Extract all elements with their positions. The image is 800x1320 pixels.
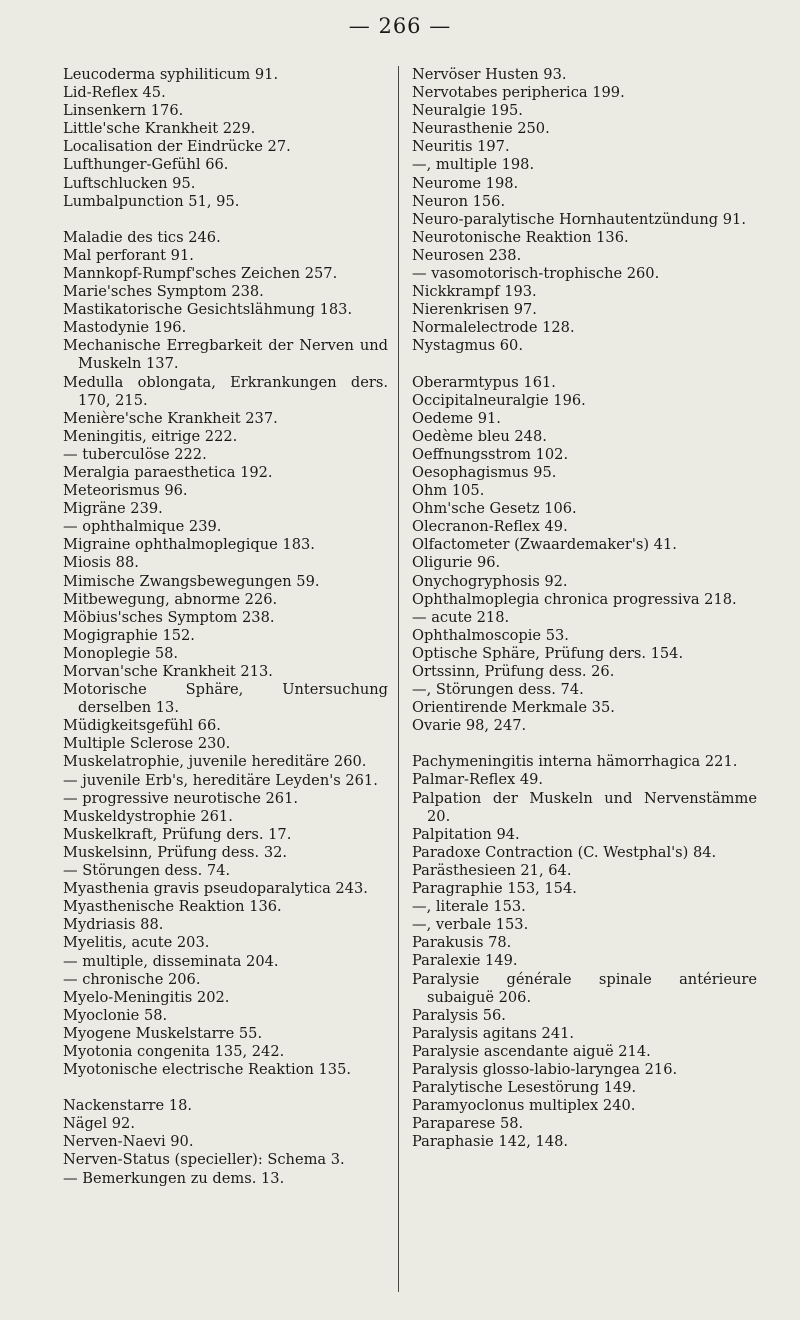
index-entry: Paraparese 58. [412,1115,524,1133]
section-gap [63,1079,388,1097]
index-entry: Mimische Zwangsbewegungen 59. [63,572,320,590]
index-entry: Paralysie ascendante aiguë 214. [412,1042,651,1060]
index-entry: Muskelkraft, Prüfung ders. 17. [63,825,292,843]
index-entry: Oedème bleu 248. [412,427,547,445]
index-entry: Palpitation 94. [412,825,520,843]
index-entry: Menière'sche Krankheit 237. [63,409,278,427]
index-entry: Paralysis 56. [412,1006,506,1024]
index-entry: Pachymeningitis interna hämorrhagica 221. [412,753,738,771]
index-entry: Marie'sches Symptom 238. [63,283,264,301]
index-entry: Luftschlucken 95. [63,174,196,192]
index-entry: Maladie des tics 246. [63,228,221,246]
index-entry: Migräne 239. [63,500,163,518]
index-entry: Leucoderma syphiliticum 91. [63,66,279,83]
index-entry: Lufthunger-Gefühl 66. [63,156,229,174]
index-entry: Ophthalmoplegia chronica progressiva 218. [412,590,737,608]
index-entry: Möbius'sches Symptom 238. [63,608,275,626]
index-entry: Palpation der Muskeln und Nervenstämme 20. [412,789,757,825]
index-entry: Muskelatrophie, juvenile hereditäre 260. [63,753,367,771]
index-entry: Myotonia congenita 135, 242. [63,1042,285,1060]
index-entry: Nervotabes peripherica 199. [412,84,625,102]
index-entry: Nerven-Status (specieller): Schema 3. [63,1151,345,1169]
index-entry: Paralysis agitans 241. [412,1024,575,1042]
index-entry: Neurotonische Reaktion 136. [412,228,629,246]
index-entry: — ophthalmique 239. [63,518,222,536]
index-entry: Myelitis, acute 203. [63,934,210,952]
index-entry: Parakusis 78. [412,934,512,952]
index-entry: Mannkopf-Rumpf'sches Zeichen 257. [63,264,338,282]
index-entry: Parästhesieen 21, 64. [412,861,572,879]
index-entry: Ophthalmoscopie 53. [412,626,569,644]
index-entry: — Bemerkungen zu dems. 13. [63,1169,285,1187]
index-entry: Meralgia paraesthetica 192. [63,463,273,481]
index-entry: Lumbalpunction 51, 95. [63,192,240,210]
index-entry: Meteorismus 96. [63,482,188,500]
index-entry: Mastikatorische Gesichtslähmung 183. [63,301,353,319]
section-gap [412,356,757,374]
section-gap [412,735,757,753]
index-entry: Oesophagismus 95. [412,463,557,481]
index-entry: Motorische Sphäre, Untersuchung derselben 13. [63,681,388,717]
index-entry: — tuberculöse 222. [63,445,207,463]
index-entry: Neurosen 238. [412,246,522,264]
index-entry: Localisation der Eindrücke 27. [63,138,291,156]
index-entry: — juvenile Erb's, hereditäre Leyden's 261. [63,771,378,789]
index-entry: Nystagmus 60. [412,337,523,355]
index-entry: Paralytische Lesestörung 149. [412,1079,637,1097]
index-entry: Nerven-Naevi 90. [63,1133,194,1151]
index-entry: Nervöser Husten 93. [412,66,567,83]
index-entry: Ortssinn, Prüfung dess. 26. [412,663,615,680]
index-entry: Neuralgie 195. [412,102,523,120]
index-entry: Mitbewegung, abnorme 226. [63,590,278,608]
index-entry: Paralysis glosso-labio-laryngea 216. [412,1060,678,1078]
index-entry: Onychogryphosis 92. [412,572,568,590]
index-entry: Medulla oblongata, Erkrankungen ders. 170, 215. [63,373,388,409]
index-entry: Myogene Muskelstarre 55. [63,1024,263,1042]
right-column [412,66,757,1151]
index-entry: —, verbale 153. [412,916,529,934]
index-entry: Paradoxe Contraction (C. Westphal's) 84. [412,843,717,861]
index-entry: —, multiple 198. [412,156,535,174]
index-entry: Morvan'sche Krankheit 213. [63,663,273,680]
index-entry: Paralysie générale spinale antérieure subaiguë 206. [412,970,757,1006]
index-entry: Neuritis 197. [412,138,510,156]
index-entry: Myelo-Meningitis 202. [63,988,230,1006]
index-entry: Paramyoclonus multiplex 240. [412,1097,636,1115]
index-entry: — chronische 206. [63,970,201,988]
index-entry: Oedeme 91. [412,409,501,427]
section-gap [63,211,388,229]
index-entry: Myasthenische Reaktion 136. [63,898,282,916]
index-entry: Muskeldystrophie 261. [63,807,233,825]
index-entry: —, literale 153. [412,898,526,916]
index-entry: Occipitalneuralgie 196. [412,391,586,409]
index-entry: Multiple Sclerose 230. [63,735,231,753]
index-entry: Müdigkeitsgefühl 66. [63,717,221,735]
index-entry: Oeffnungsstrom 102. [412,445,569,463]
index-entry: Nierenkrisen 97. [412,301,537,319]
index-entry: Olfactometer (Zwaardemaker's) 41. [412,536,677,554]
index-entry: Ohm 105. [412,482,485,500]
index-entry: Nickkrampf 193. [412,283,537,301]
index-entry: Paragraphie 153, 154. [412,880,577,898]
index-entry: Miosis 88. [63,554,139,572]
index-entry: Linsenkern 176. [63,102,184,120]
index-entry: — acute 218. [412,608,510,626]
index-entry: — Störungen dess. 74. [63,862,231,880]
index-entry: Normalelectrode 128. [412,319,575,337]
index-entry: Monoplegie 58. [63,644,179,662]
index-entry: Neurasthenie 250. [412,120,550,138]
index-entry: Myasthenia gravis pseudoparalytica 243. [63,880,368,898]
index-entry: Mydriasis 88. [63,916,164,934]
index-entry: Orientirende Merkmale 35. [412,699,615,717]
index-entry: Ohm'sche Gesetz 106. [412,500,577,518]
index-entry: Neuro-paralytische Hornhautentzündung 91. [412,210,746,228]
column-divider [398,66,399,1292]
index-entry: Oberarmtypus 161. [412,373,556,391]
index-entry: Meningitis, eitrige 222. [63,427,238,445]
index-entry: Palmar-Reflex 49. [412,771,544,789]
index-entry: Nackenstarre 18. [63,1097,193,1115]
index-entry: —, Störungen dess. 74. [412,681,584,699]
index-entry: Neurome 198. [412,174,519,192]
index-entry: Myoclonie 58. [63,1006,168,1024]
left-column [63,66,388,1188]
index-entry: — progressive neurotische 261. [63,789,299,807]
index-entry: Oligurie 96. [412,554,501,572]
index-entry: Optische Sphäre, Prüfung ders. 154. [412,644,684,662]
index-entry: Mechanische Erregbarkeit der Nerven und Muskeln 137. [63,337,388,373]
index-entry: Neuron 156. [412,192,506,210]
index-entry: Lid-Reflex 45. [63,84,166,102]
index-entry: Mastodynie 196. [63,319,187,337]
index-entry: Nägel 92. [63,1115,135,1133]
index-entry: — vasomotorisch-trophische 260. [412,265,660,283]
index-entry: Paralexie 149. [412,952,518,970]
page-number: — 266 — [348,14,452,38]
index-entry: Little'sche Krankheit 229. [63,120,256,138]
index-entry: Olecranon-Reflex 49. [412,518,568,536]
index-entry: Ovarie 98, 247. [412,717,527,735]
index-entry: Myotonische electrische Reaktion 135. [63,1061,352,1079]
index-entry: Mal perforant 91. [63,246,194,264]
index-entry: Migraine ophthalmoplegique 183. [63,536,315,554]
index-entry: Mogigraphie 152. [63,626,195,644]
index-entry: Paraphasie 142, 148. [412,1133,569,1151]
index-entry: Muskelsinn, Prüfung dess. 32. [63,843,288,861]
index-entry: — multiple, disseminata 204. [63,952,279,970]
